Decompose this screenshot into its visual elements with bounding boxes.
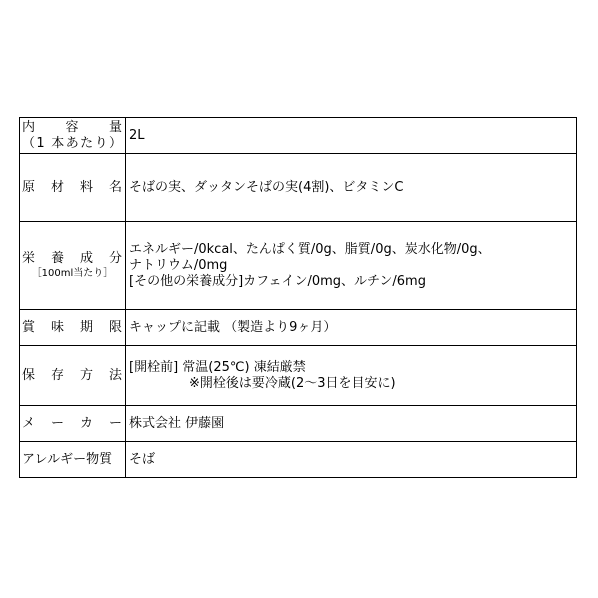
nutrition-value-line3: [その他の栄養成分]カフェイン/0mg、ルチン/6mg [129, 273, 426, 289]
maker-value: 株式会社 伊藤園 [126, 406, 577, 442]
storage-value-line1: [開栓前] 常温(25℃) 凍結厳禁 [129, 359, 306, 375]
allergy-row [20, 442, 577, 478]
ingredients-label: 原 材 料 名 [22, 179, 123, 195]
volume-value: 2L [126, 118, 577, 154]
storage-label: 保 存 方 法 [22, 367, 123, 383]
nutrition-label: 栄 養 成 分 [22, 250, 123, 266]
storage-value-line2: ※開栓後は要冷蔵(2〜3日を目安に) [189, 375, 396, 391]
expiry-label: 賞 味 期 限 [22, 319, 123, 335]
nutrition-label-cell [20, 222, 126, 310]
volume-label-cell [20, 118, 126, 154]
nutrition-value-cell [126, 222, 577, 310]
ingredients-value: そばの実、ダッタンそばの実(4割)、ビタミンC [126, 154, 577, 222]
ingredients-label-cell [20, 154, 126, 222]
allergy-value: そば [126, 442, 577, 478]
storage-row [20, 346, 577, 406]
ingredients-row [20, 154, 577, 222]
volume-label-sub: （1 本あたり） [22, 135, 123, 151]
expiry-label-cell [20, 310, 126, 346]
maker-label-cell [20, 406, 126, 442]
nutrition-row [20, 222, 577, 310]
expiry-value: キャップに記載 （製造より9ヶ月） [126, 310, 577, 346]
maker-label: メ ー カ ー [22, 415, 123, 431]
maker-row [20, 406, 577, 442]
allergy-label: アレルギー物質 [22, 451, 113, 467]
storage-value-cell [126, 346, 577, 406]
volume-label: 内 容 量 [22, 119, 123, 135]
nutrition-label-sub: ［100ml当たり］ [31, 267, 114, 279]
product-spec-table [19, 117, 577, 478]
expiry-row [20, 310, 577, 346]
volume-row [20, 118, 577, 154]
storage-label-cell [20, 346, 126, 406]
nutrition-value-line1: エネルギー/0kcal、たんぱく質/0g、脂質/0g、炭水化物/0g、 [129, 241, 491, 257]
allergy-label-cell [20, 442, 126, 478]
nutrition-value-line2: ナトリウム/0mg [129, 257, 228, 273]
